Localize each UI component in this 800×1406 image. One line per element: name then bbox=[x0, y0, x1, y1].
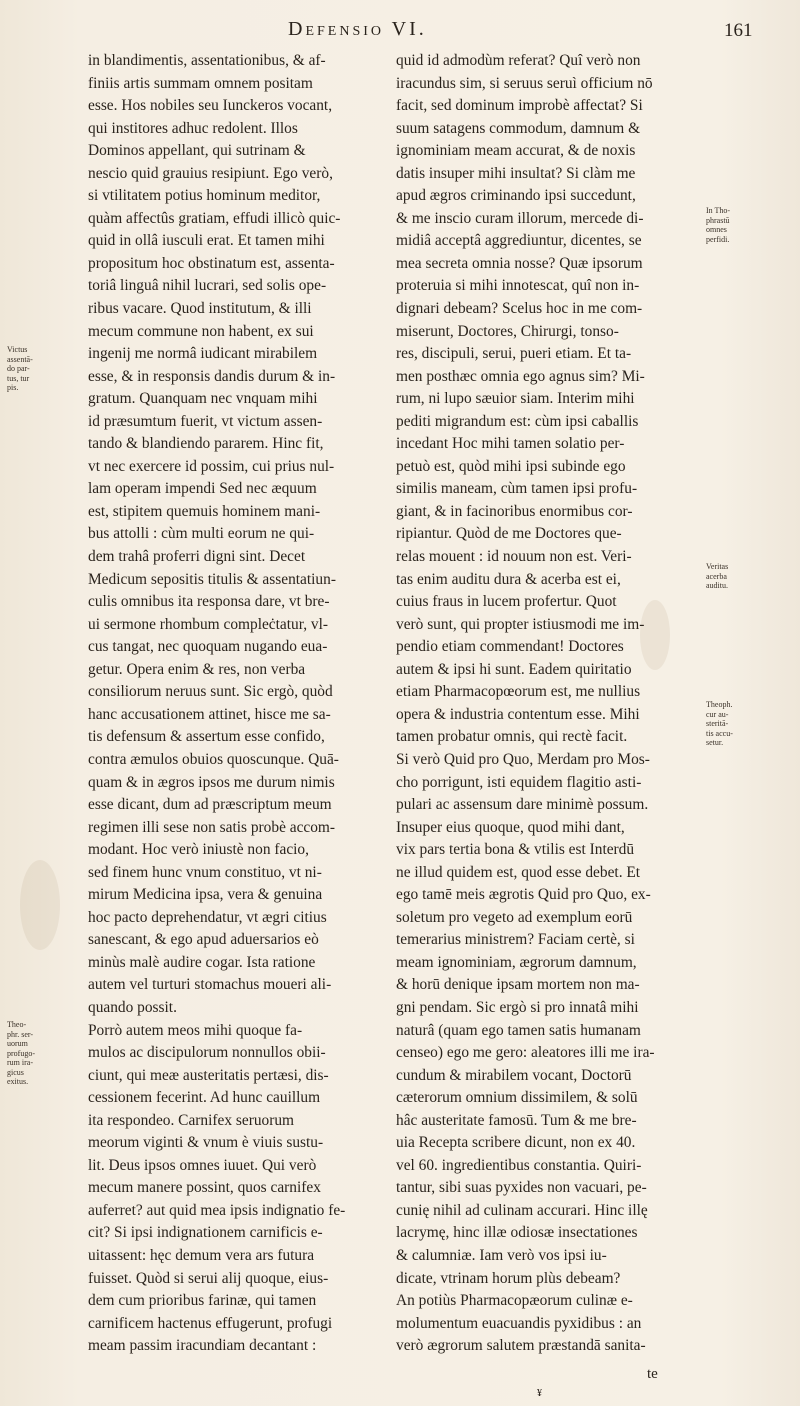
text-line: An potiùs Pharmacopæorum culinæ e- bbox=[396, 1292, 633, 1310]
text-line: ne illud quidem est, quod esse debet. Et bbox=[396, 863, 641, 881]
margin-note-line: uorum bbox=[7, 1039, 28, 1048]
text-line: verò sunt, qui propter istiusmodi me im- bbox=[396, 615, 645, 633]
text-line: dem cum prioribus farinæ, qui tamen bbox=[88, 1292, 317, 1310]
text-line: mecum manere possint, quos carnifex bbox=[88, 1179, 321, 1197]
text-line: Si verò Quid pro Quo, Merdam pro Mos- bbox=[396, 750, 650, 768]
text-line: meam ignominiam, ægrorum damnum, bbox=[396, 953, 637, 971]
text-line: gratum. Quanquam nec vnquam mihi bbox=[88, 390, 318, 408]
text-line: finiis artis summam omnem positam bbox=[88, 74, 313, 92]
text-line: & horū denique ipsam mortem non ma- bbox=[396, 976, 640, 994]
text-line: opera & industria contentum esse. Mihi bbox=[396, 705, 640, 723]
margin-note-line: pis. bbox=[7, 383, 19, 392]
text-line: autem vel turturi stomachus moueri ali- bbox=[88, 976, 332, 994]
text-line: est, stipitem quemuis hominem mani- bbox=[88, 502, 321, 520]
margin-note-line: auditu. bbox=[706, 581, 728, 590]
margin-note-line: phrastū bbox=[706, 215, 730, 225]
text-line: temerarius ministrem? Faciam certè, si bbox=[396, 931, 635, 949]
text-line: uia Recepta scribere dicunt, non ex 40. bbox=[396, 1134, 636, 1152]
text-line: si vtilitatem potius hominum meditor, bbox=[88, 187, 321, 205]
text-line: carnificem hactenus effugerunt, profugi bbox=[88, 1314, 333, 1332]
margin-note-line: tus, tur bbox=[7, 373, 30, 383]
text-line: relas mouent : id nouum non est. Veri- bbox=[396, 548, 632, 566]
margin-note-veritas bbox=[706, 562, 752, 591]
text-line: quàm affectûs gratiam, effudi illicò quic- bbox=[88, 209, 341, 227]
text-line: cessionem fecerint. Ad hunc cauillum bbox=[88, 1089, 321, 1107]
text-line: lacrymę, hinc illæ odiosæ insectationes bbox=[396, 1224, 638, 1242]
text-line: tamen probatur omnis, qui rectè facit. bbox=[396, 728, 628, 746]
text-line: soletum pro vegeto ad exemplum eorū bbox=[396, 908, 633, 926]
text-line: tis defensum & assertum esse confido, bbox=[88, 728, 325, 746]
text-line: auferret? aut quid mea ipsis indignatio fe- bbox=[88, 1201, 346, 1219]
text-line: toriâ linguâ nihil lucrari, sed solis ope- bbox=[88, 277, 327, 295]
margin-note-in-theophrastum bbox=[706, 206, 752, 244]
catchword: te bbox=[647, 1366, 658, 1382]
text-line: midiâ acceptâ aggrediuntur, dicentes, se bbox=[396, 232, 642, 250]
margin-note-line: omnes bbox=[706, 225, 727, 234]
text-line: & me inscio curam illorum, mercede di- bbox=[396, 209, 644, 227]
text-line: modant. Hoc verò iniustè non facio, bbox=[88, 841, 309, 859]
text-line: consiliorum neruus sunt. Sic ergò, quòd bbox=[88, 683, 333, 701]
margin-note-line: Victus bbox=[7, 345, 28, 354]
text-line: censeo) ego me gero: aleatores illi me ira- bbox=[396, 1044, 655, 1062]
text-line: res, discipuli, serui, pueri etiam. Et ta- bbox=[396, 345, 632, 363]
text-line: dem trahâ proferri digni sint. Decet bbox=[88, 548, 306, 566]
text-line: ui sermone rhombum compleċtatur, vl- bbox=[88, 615, 329, 633]
text-line: cundum & mirabilem vocant, Doctorū bbox=[396, 1066, 632, 1084]
text-line: miserunt, Doctores, Chirurgi, tonso- bbox=[396, 322, 619, 340]
margin-note-theophrasti bbox=[7, 1020, 43, 1087]
text-line: nescio quid grauius resipiunt. Ego verò, bbox=[88, 164, 333, 182]
text-line: getur. Opera enim & res, non verba bbox=[88, 660, 306, 678]
text-line: esse, & in responsis dandis durum & in- bbox=[88, 367, 336, 385]
text-line: datis insuper mihi insultat? Si clàm me bbox=[396, 164, 636, 182]
text-line: tas enim auditu dura & acerba est ei, bbox=[396, 570, 621, 588]
text-line: vix pars tertia bona & vtilis est Interdū bbox=[396, 841, 635, 859]
text-line: naturâ (quam ego tamen satis humanam bbox=[396, 1021, 641, 1039]
text-line: hoc pacto deprehendatur, vt ægri citius bbox=[88, 908, 327, 926]
text-line: pendio etiam commendant! Doctores bbox=[396, 638, 624, 656]
page-stain bbox=[20, 860, 60, 950]
text-line: apud ægros criminando ipsi succedunt, bbox=[396, 187, 636, 205]
margin-note-line: rum ira- bbox=[7, 1058, 33, 1067]
text-line: meam passim iracundiam decantant : bbox=[88, 1337, 317, 1355]
text-line: dicate, vtrinam horum plùs debeam? bbox=[396, 1269, 621, 1287]
text-line: pulari ac assensum dare minimè possum. bbox=[396, 796, 649, 814]
text-line: hanc accusationem attinet, hisce me sa- bbox=[88, 705, 331, 723]
left-text-column bbox=[88, 50, 374, 1358]
margin-note-line: Theo- bbox=[7, 1020, 27, 1029]
text-line: mulos ac discipulorum nonnullos obii- bbox=[88, 1044, 326, 1062]
page-header bbox=[0, 18, 800, 48]
text-line: dignari debeam? Scelus hoc in me com- bbox=[396, 300, 643, 318]
text-line: & calumniæ. Iam verò vos ipsi iu- bbox=[396, 1246, 607, 1264]
text-line: tantur, sibi suas pyxides non vacuari, pe- bbox=[396, 1179, 647, 1197]
text-line: regimen illi sese non satis probè accom- bbox=[88, 818, 336, 836]
text-line: cho porrigunt, isti equidem flagitio asti- bbox=[396, 773, 642, 791]
text-line: contra æmulos obuios quoscunque. Quā- bbox=[88, 750, 339, 768]
text-line: minùs malè audire cogar. Ista ratione bbox=[88, 953, 316, 971]
text-line: suum satagens commodum, damnum & bbox=[396, 119, 641, 137]
text-line: quid id admodùm referat? Quî verò non bbox=[396, 52, 641, 69]
text-line: ribus vacare. Quod institutum, & illi bbox=[88, 300, 312, 318]
text-line: cæterorum omnium dissimilem, & solū bbox=[396, 1089, 638, 1107]
text-line: etiam Pharmacopœorum est, me nullius bbox=[396, 683, 641, 701]
text-line: esse. Hos nobiles seu Iunckeros vocant, bbox=[88, 97, 333, 115]
text-line: ciunt, qui meæ austeritatis pertæsi, dis- bbox=[88, 1066, 329, 1084]
margin-note-line: setur. bbox=[706, 738, 724, 747]
text-line: sed finem hunc vnum constituo, vt ni- bbox=[88, 863, 322, 881]
text-line: cit? Si ipsi indignationem carnificis e- bbox=[88, 1224, 323, 1242]
margin-note-line: tis accu- bbox=[706, 728, 733, 738]
text-line: ingenij me normâ iudicant mirabilem bbox=[88, 345, 318, 363]
text-line: petuò est, quòd mihi ipsi subinde ego bbox=[396, 457, 626, 475]
text-line: esse dicant, dum ad præscriptum meum bbox=[88, 796, 332, 814]
margin-note-line: exitus. bbox=[7, 1077, 29, 1086]
margin-note-line: perfidi. bbox=[706, 234, 730, 244]
text-line: ita respondeo. Carnifex seruorum bbox=[88, 1111, 294, 1129]
text-line: mirum Medicina ipsa, vera & genuina bbox=[88, 886, 323, 904]
text-line: giant, & in facinoribus enormibus cor- bbox=[396, 502, 633, 520]
text-line: proteruia si mihi innotescat, quî non in- bbox=[396, 277, 640, 295]
text-line: molumentum euacuandis pyxidibus : an bbox=[396, 1314, 642, 1332]
text-line: mea secreta omnia nosse? Quæ ipsorum bbox=[396, 254, 643, 272]
text-line: gni pendam. Sic ergò si pro innatâ mihi bbox=[396, 998, 639, 1016]
text-line: quid in ollâ iusculi erat. Et tamen mihi bbox=[88, 232, 325, 250]
text-line: quam & in ægros ipsos me durum nimis bbox=[88, 773, 335, 791]
margin-note-line: Veritas bbox=[706, 562, 729, 571]
text-line: autem & ipsi hi sunt. Eadem quiritatio bbox=[396, 660, 632, 678]
text-line: verò ægrorum salutem præstandā sanita- bbox=[396, 1337, 646, 1355]
margin-note-line: Theoph. bbox=[706, 700, 733, 709]
margin-note-line: phr. ser- bbox=[7, 1029, 34, 1039]
text-line: lit. Deus ipsos omnes iuuet. Qui verò bbox=[88, 1156, 317, 1174]
text-line: Porrò autem meos mihi quoque fa- bbox=[88, 1021, 303, 1039]
text-line: sanescant, & ego apud aduersarios eò bbox=[88, 931, 319, 949]
text-line: vel 60. ingredientibus constantia. Quiri- bbox=[396, 1156, 642, 1174]
margin-note-line: In Tho- bbox=[706, 206, 731, 215]
text-line: propositum hoc obstinatum est, assenta- bbox=[88, 254, 335, 272]
text-line: fuisset. Quòd si serui alij quoque, eius- bbox=[88, 1269, 329, 1287]
text-line: quando possit. bbox=[88, 998, 177, 1016]
text-line: uitassent: hęc demum vera ars futura bbox=[88, 1246, 315, 1264]
margin-note-line: assentā- bbox=[7, 354, 33, 364]
text-line: hâc austeritate famosū. Tum & me bre- bbox=[396, 1111, 637, 1129]
text-line: in blandimentis, assentationibus, & af- bbox=[88, 52, 326, 69]
margin-note-theoph-cur bbox=[706, 700, 752, 748]
text-line: Dominos appellant, qui sutrinam & bbox=[88, 142, 306, 160]
running-head: Defensio VI. bbox=[288, 18, 427, 40]
margin-note-line: steritā- bbox=[706, 719, 729, 728]
margin-note-line: profugo- bbox=[7, 1048, 35, 1058]
text-line: lam operam impendi Sed nec æquum bbox=[88, 480, 317, 498]
margin-note-line: acerba bbox=[706, 571, 727, 581]
text-line: meorum viginti & vnum è viuis sustu- bbox=[88, 1134, 324, 1152]
text-line: similis maneam, cùm tamen ipsi profu- bbox=[396, 480, 638, 498]
text-line: Medicum sepositis titulis & assentatiun- bbox=[88, 570, 336, 588]
text-line: ignominiam meam accurat, & de noxis bbox=[396, 142, 636, 160]
text-line: men posthæc omnia ego agnus sim? Mi- bbox=[396, 367, 645, 385]
text-line: rum, ni lupo sæuior siam. Interim mihi bbox=[396, 390, 635, 408]
text-line: tando & blandiendo pararem. Hinc fit, bbox=[88, 435, 324, 453]
text-line: ego tamē meis ægrotis Quid pro Quo, ex- bbox=[396, 886, 651, 904]
right-text-column bbox=[396, 50, 688, 1358]
text-line: cus tangat, nec quoquam nugando eua- bbox=[88, 638, 328, 656]
margin-note-line: cur au- bbox=[706, 709, 729, 719]
text-line: vt nec exercere id possim, cui prius nul- bbox=[88, 457, 335, 475]
text-line: qui institores adhuc redolent. Illos bbox=[88, 119, 298, 137]
text-line: mecum commune non habent, ex sui bbox=[88, 322, 314, 340]
text-line: facit, sed dominum improbè affectat? Si bbox=[396, 97, 643, 115]
text-line: cunię nihil ad culinam accurari. Hinc illę bbox=[396, 1201, 648, 1219]
text-line: cuius fraus in lucem profertur. Quot bbox=[396, 593, 617, 611]
margin-note-line: gicus bbox=[7, 1067, 24, 1077]
text-line: pediti migrandum est: cùm ipsi caballis bbox=[396, 412, 639, 430]
page-number: 161 bbox=[724, 20, 753, 41]
margin-note-line: do par- bbox=[7, 364, 30, 373]
margin-note-victus bbox=[7, 345, 43, 393]
text-line: ripiantur. Quòd de me Doctores que- bbox=[396, 525, 622, 543]
text-line: iracundus sim, si seruus seruì officium nō bbox=[396, 74, 653, 92]
text-line: id præsumtum fuerit, vt victum assen- bbox=[88, 412, 323, 430]
text-line: Insuper eius quoque, quod mihi dant, bbox=[396, 818, 625, 836]
text-line: incedant Hoc mihi tamen solatio per- bbox=[396, 435, 625, 453]
signature-mark: ¥ bbox=[537, 1388, 542, 1399]
text-line: culis omnibus ita responsa dare, vt bre- bbox=[88, 593, 330, 611]
text-line: bus attolli : cùm multi eorum ne qui- bbox=[88, 525, 315, 543]
